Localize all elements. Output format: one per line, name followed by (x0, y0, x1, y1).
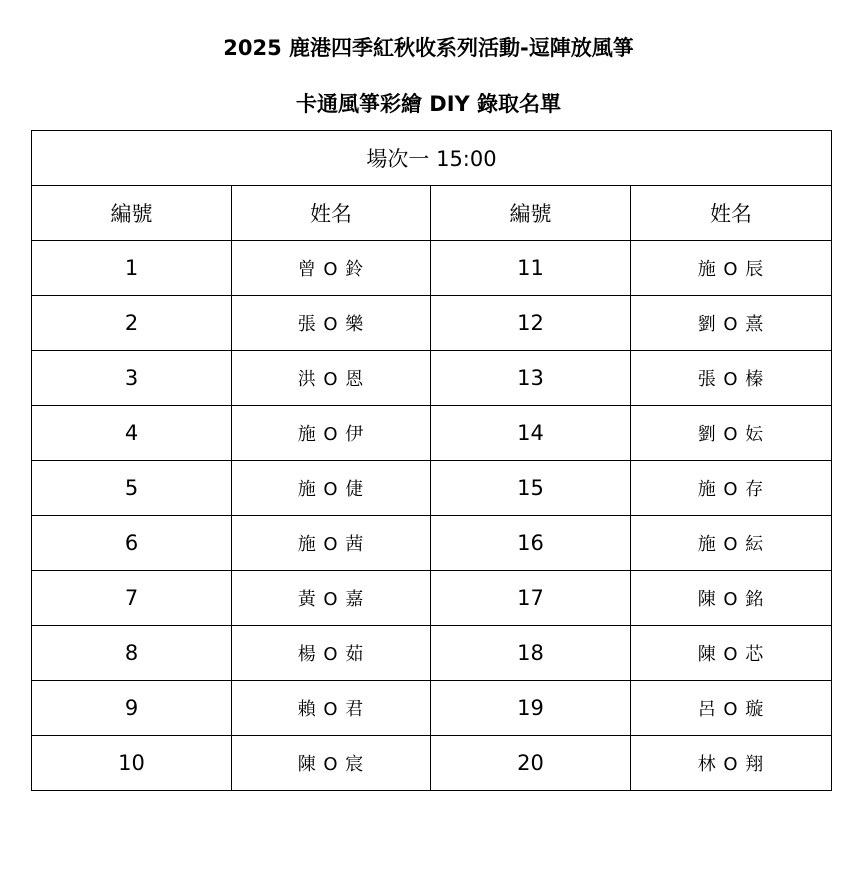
table-row (32, 736, 832, 791)
cell-name-right: 施 O 紜 (631, 516, 832, 571)
roster-table (31, 130, 832, 791)
cell-name-left: 施 O 倢 (232, 461, 431, 516)
cell-name-right: 林 O 翔 (631, 736, 832, 791)
table-row (32, 241, 832, 296)
cell-number-left: 6 (32, 516, 232, 571)
header-number-right: 編號 (431, 186, 631, 241)
cell-name-left: 張 O 樂 (232, 296, 431, 351)
cell-number-right: 13 (431, 351, 631, 406)
table-row (32, 681, 832, 736)
header-name-right: 姓名 (631, 186, 832, 241)
cell-name-left: 楊 O 茹 (232, 626, 431, 681)
header-name-left: 姓名 (232, 186, 431, 241)
cell-name-left: 洪 O 恩 (232, 351, 431, 406)
cell-name-left: 賴 O 君 (232, 681, 431, 736)
session-row (32, 131, 832, 186)
cell-name-left: 陳 O 宸 (232, 736, 431, 791)
table-row (32, 626, 832, 681)
cell-number-right: 15 (431, 461, 631, 516)
cell-number-left: 9 (32, 681, 232, 736)
cell-number-left: 7 (32, 571, 232, 626)
header-row (32, 186, 832, 241)
table-row (32, 516, 832, 571)
cell-name-right: 張 O 榛 (631, 351, 832, 406)
cell-name-right: 呂 O 璇 (631, 681, 832, 736)
cell-name-left: 黃 O 嘉 (232, 571, 431, 626)
cell-number-right: 17 (431, 571, 631, 626)
table-row (32, 571, 832, 626)
cell-name-right: 陳 O 銘 (631, 571, 832, 626)
cell-name-right: 施 O 存 (631, 461, 832, 516)
cell-number-right: 14 (431, 406, 631, 461)
document-subtitle: 卡通風箏彩繪 DIY 錄取名單 (295, 92, 562, 116)
cell-number-left: 4 (32, 406, 232, 461)
cell-number-left: 3 (32, 351, 232, 406)
cell-number-left: 1 (32, 241, 232, 296)
cell-number-left: 8 (32, 626, 232, 681)
cell-number-left: 2 (32, 296, 232, 351)
header-number-left: 編號 (32, 186, 232, 241)
table-row (32, 351, 832, 406)
cell-number-right: 12 (431, 296, 631, 351)
cell-name-right: 施 O 辰 (631, 241, 832, 296)
table-row (32, 296, 832, 351)
cell-number-left: 5 (32, 461, 232, 516)
cell-number-left: 10 (32, 736, 232, 791)
table-row (32, 406, 832, 461)
session-label: 場次一 15:00 (32, 131, 832, 186)
cell-name-right: 劉 O 熹 (631, 296, 832, 351)
cell-number-right: 20 (431, 736, 631, 791)
cell-number-right: 16 (431, 516, 631, 571)
cell-name-left: 施 O 茜 (232, 516, 431, 571)
cell-name-right: 陳 O 芯 (631, 626, 832, 681)
cell-number-right: 11 (431, 241, 631, 296)
cell-name-left: 曾 O 鈴 (232, 241, 431, 296)
cell-name-left: 施 O 伊 (232, 406, 431, 461)
table-row (32, 461, 832, 516)
cell-number-right: 18 (431, 626, 631, 681)
cell-name-right: 劉 O 妘 (631, 406, 832, 461)
document-title: 2025 鹿港四季紅秋收系列活動-逗陣放風箏 (223, 36, 634, 60)
cell-number-right: 19 (431, 681, 631, 736)
